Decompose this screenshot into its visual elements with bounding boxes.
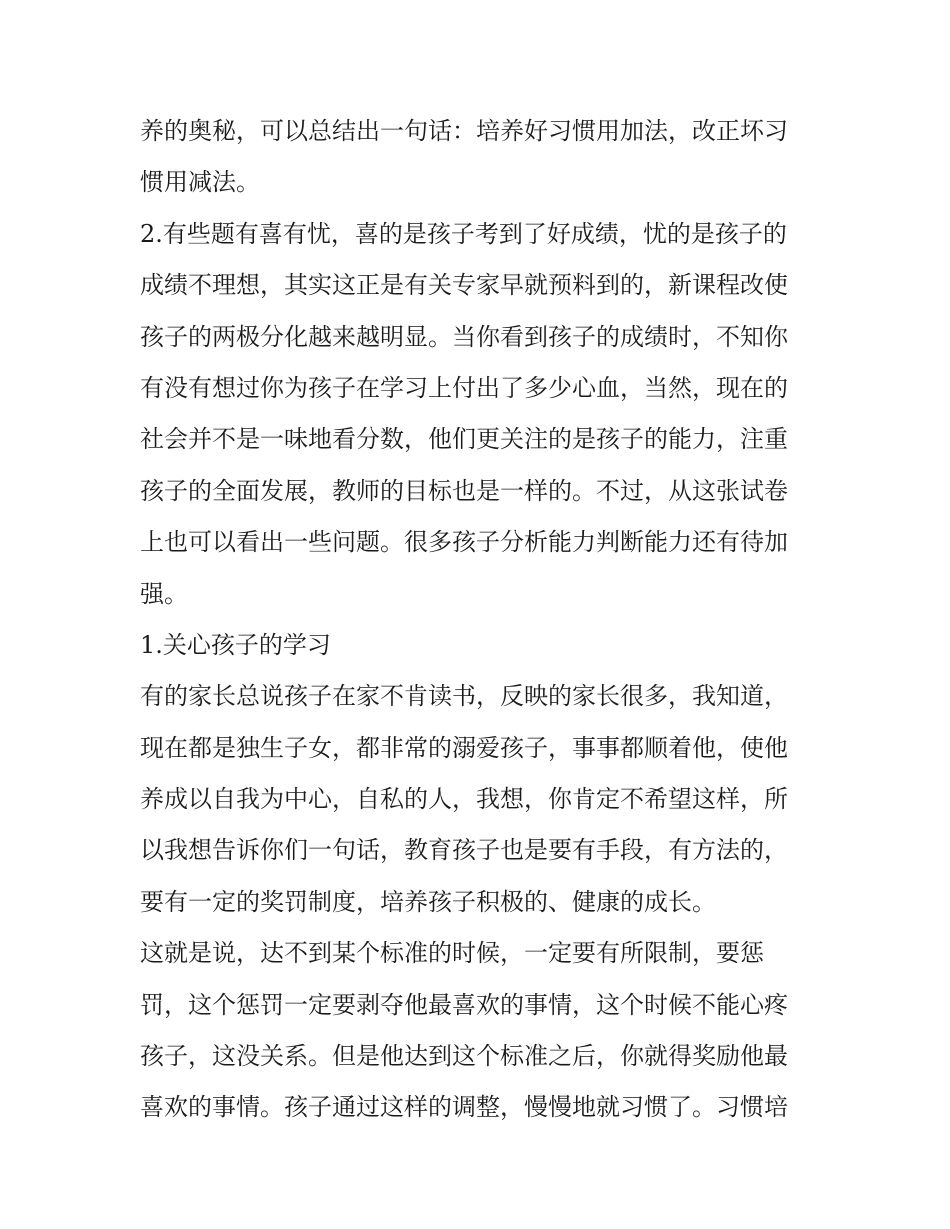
text-line: 以我想告诉你们一句话，教育孩子也是要有手段，有方法的，	[140, 836, 788, 865]
text-line: 有没有想过你为孩子在学习上付出了多少心血，当然，现在的	[140, 373, 788, 402]
text-line: 这就是说，达不到某个标准的时候，一定要有所限制，要惩	[140, 939, 764, 968]
text-line: 养成以自我为中心，自私的人，我想，你肯定不希望这样，所	[140, 785, 788, 814]
text-line: 社会并不是一味地看分数，他们更关注的是孩子的能力，注重	[140, 425, 788, 454]
text-line: 有的家长总说孩子在家不肯读书，反映的家长很多，我知道，	[140, 682, 788, 711]
text-line: 现在都是独生子女，都非常的溺爱孩子，事事都顺着他，使他	[140, 733, 788, 762]
text-line: 孩子的两极分化越来越明显。当你看到孩子的成绩时，不知你	[140, 322, 788, 351]
text-line: 要有一定的奖罚制度，培养孩子积极的、健康的成长。	[140, 887, 716, 916]
text-line: 罚，这个惩罚一定要剥夺他最喜欢的事情，这个时候不能心疼	[140, 990, 788, 1019]
text-line: 成绩不理想，其实这正是有关专家早就预料到的，新课程改使	[140, 271, 788, 300]
text-line: 养的奥秘，可以总结出一句话：培养好习惯用加法，改正坏习	[140, 117, 788, 145]
text-line: 2.有些题有喜有忧，喜的是孩子考到了好成绩，忧的是孩子的	[140, 219, 787, 248]
text-line: 强。	[140, 579, 188, 608]
document-body	[140, 106, 820, 1134]
text-line: 孩子的全面发展，教师的目标也是一样的。不过，从这张试卷	[140, 476, 788, 505]
text-line: 喜欢的事情。孩子通过这样的调整，慢慢地就习惯了。习惯培	[140, 1093, 788, 1122]
text-line: 孩子，这没关系。但是他达到这个标准之后，你就得奖励他最	[140, 1042, 788, 1071]
text-line: 上也可以看出一些问题。很多孩子分析能力判断能力还有待加	[140, 528, 788, 557]
text-line: 惯用减法。	[140, 168, 260, 197]
section-heading: 1.关心孩子的学习	[140, 630, 331, 659]
